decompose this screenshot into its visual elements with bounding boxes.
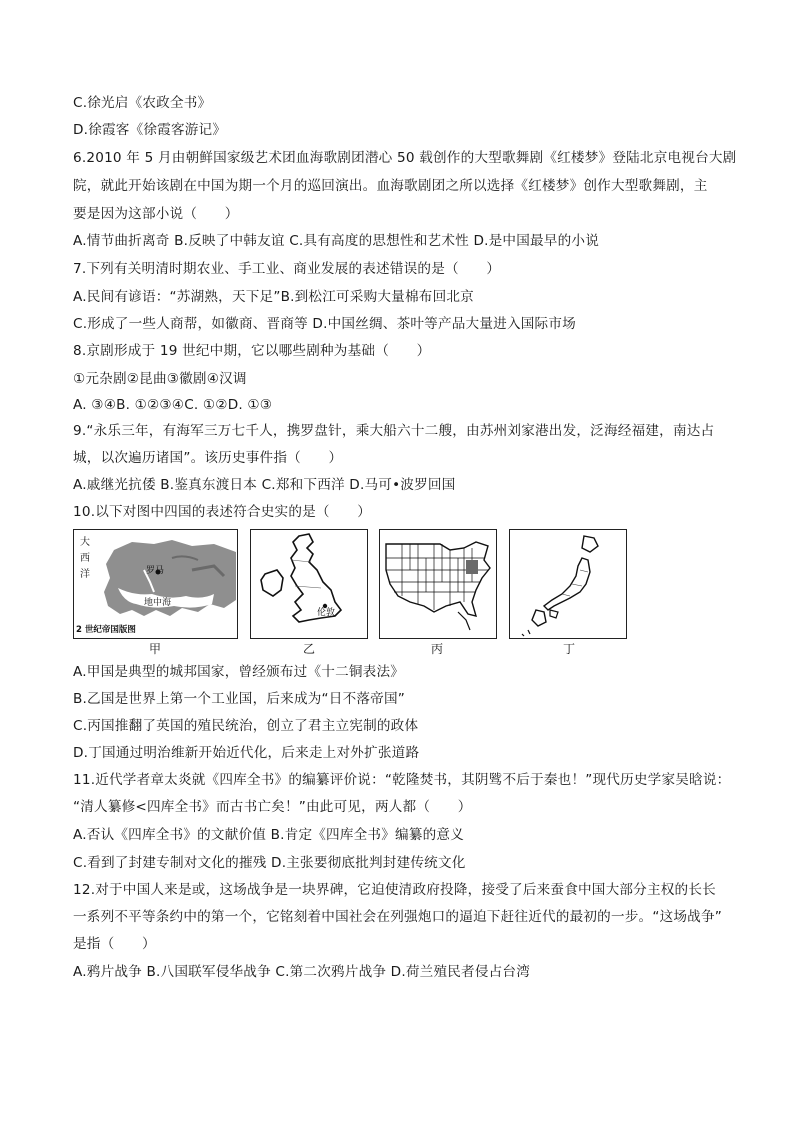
- q11-options-cd: C.看到了封建专制对文化的摧残 D.主张要彻底批判封建传统文化: [73, 855, 466, 871]
- q10-option-c: C.丙国推翻了英国的殖民统治，创立了君主立宪制的政体: [73, 718, 419, 734]
- map-ding: [509, 529, 627, 639]
- map-jia-mediterranean: 地中海: [144, 598, 172, 608]
- q8-items: ①元杂剧②昆曲③徽剧④汉调: [73, 371, 247, 387]
- q10-stem: 10.以下对图中四国的表述符合史实的是（ ）: [73, 504, 372, 520]
- map-jia-atlantic-1: 大: [80, 537, 90, 548]
- map-jia-atlantic-2: 西: [80, 553, 90, 564]
- q8-options: A. ③④B. ①②③④C. ①②D. ①③: [73, 397, 273, 413]
- usa-map: [380, 530, 496, 638]
- map-jia-rome: 罗马: [146, 566, 165, 576]
- map-yi-london: 伦敦: [317, 608, 336, 618]
- q12-stem-3: 是指（ ）: [73, 936, 156, 952]
- q5-option-c: C.徐光启《农政全书》: [73, 95, 212, 111]
- q10-option-a: A.甲国是典型的城邦国家，曾经颁布过《十二铜表法》: [73, 664, 405, 680]
- q12-stem-2: 一系列不平等条约中的第一个，它铭刻着中国社会在列强炮口的逼迫下赶往近代的最初的一步。“这场战争”: [73, 909, 722, 925]
- q6-stem-3: 要是因为这部小说（ ）: [73, 206, 239, 222]
- map-yi-label: 乙: [303, 642, 316, 656]
- map-jia: [73, 529, 238, 639]
- britain-map: [251, 530, 367, 638]
- q10-map-figure: [73, 529, 633, 655]
- map-jia-caption: 2 世纪帝国版图: [76, 625, 136, 635]
- q5-option-d: D.徐霞客《徐霞客游记》: [73, 122, 227, 138]
- q6-stem-2: 院，就此开始该剧在中国为期一个月的巡回演出。血海歌剧团之所以选择《红楼梦》创作大型歌舞剧，主: [73, 178, 708, 194]
- map-yi: [250, 529, 368, 639]
- q6-options: A.情节曲折离奇 B.反映了中韩友谊 C.具有高度的思想性和艺术性 D.是中国最早的小说: [73, 233, 599, 249]
- map-jia-atlantic-3: 洋: [80, 569, 90, 580]
- map-bing: [379, 529, 497, 639]
- q9-options: A.戚继光抗倭 B.鉴真东渡日本 C.郑和下西洋 D.马可•波罗回国: [73, 477, 456, 493]
- q10-option-d: D.丁国通过明治维新开始近代化，后来走上对外扩张道路: [73, 745, 420, 761]
- q8-stem: 8.京剧形成于 19 世纪中期，它以哪些剧种为基础（ ）: [73, 343, 431, 359]
- roman-empire-map: [74, 530, 237, 638]
- q10-option-b: B.乙国是世界上第一个工业国，后来成为“日不落帝国”: [73, 691, 405, 707]
- q11-stem-1: 11.近代学者章太炎就《四库全书》的编纂评价说：“乾隆焚书，其阴骘不后于秦也！”现代历史学家吴晗说：: [73, 772, 731, 788]
- map-ding-label: 丁: [563, 642, 576, 656]
- q7-options-cd: C.形成了一些人商帮，如徽商、晋商等 D.中国丝绸、茶叶等产品大量进入国际市场: [73, 316, 576, 332]
- q9-stem-2: 城，以次遍历诸国”。该历史事件指（ ）: [73, 450, 343, 466]
- q12-stem-1: 12.对于中国人来是或，这场战争是一块界碑，它迫使清政府投降，接受了后来蚕食中国大部分主权的长长: [73, 882, 716, 898]
- q7-stem: 7.下列有关明清时期农业、手工业、商业发展的表述错误的是（ ）: [73, 261, 501, 277]
- q11-stem-2: “清人纂修<四库全书》而古书亡矣！”由此可见，两人都（ ）: [73, 799, 472, 815]
- q12-options: A.鸦片战争 B.八国联军侵华战争 C.第二次鸦片战争 D.荷兰殖民者侵占台湾: [73, 964, 531, 980]
- q7-options-ab: A.民间有谚语：“苏湖熟，天下足”B.到松江可采购大量棉布回北京: [73, 289, 474, 305]
- q9-stem-1: 9.“永乐三年，有海军三万七千人，携罗盘针，乘大船六十二艘，由苏州刘家港出发，泛海经福建，南达占: [73, 423, 715, 439]
- q11-options-ab: A.否认《四库全书》的文献价值 B.肯定《四库全书》编纂的意义: [73, 827, 464, 843]
- map-bing-label: 丙: [431, 642, 444, 656]
- japan-map: [510, 530, 626, 638]
- q6-stem-1: 6.2010 年 5 月由朝鲜国家级艺术团血海歌剧团潜心 50 载创作的大型歌舞剧《红楼梦》登陆北京电视台大剧: [73, 150, 737, 166]
- map-jia-label: 甲: [149, 642, 162, 656]
